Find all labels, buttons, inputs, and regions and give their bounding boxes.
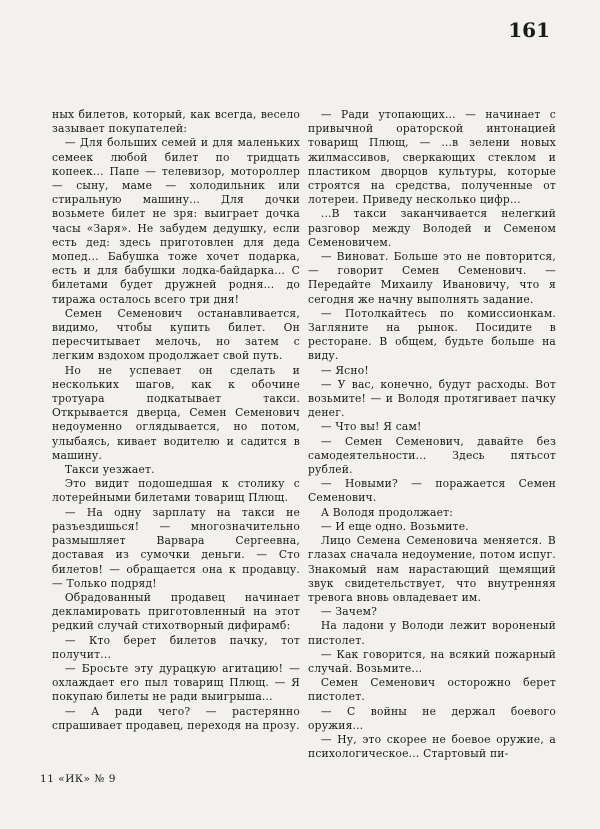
paragraph: — Бросьте эту дурацкую агитацию! — охлаждает его пыл товарищ Плющ. — Я покупаю билеты не ради выигрыша... <box>52 661 300 704</box>
paragraph: — Кто берет билетов пачку, тот получит... <box>52 633 300 661</box>
paragraph: — На одну зарплату на такси не разъездишься! — многозначительно размышляет Варвара Сергеевна, доставая из сумочки деньги. — Сто билетов! — обращается она к продавцу. — Только подряд! <box>52 505 300 590</box>
right-column <box>308 108 556 761</box>
paragraph: Семен Семенович останавливается, видимо, чтобы купить билет. Он пересчитывает мелочь, но затем с легким вздохом продолжает свой путь. <box>52 306 300 363</box>
paragraph: — Как говорится, на всякий пожарный случай. Возьмите... <box>308 647 556 675</box>
left-column <box>52 108 300 733</box>
paragraph: На ладони у Володи лежит вороненый пистолет. <box>308 619 556 647</box>
paragraph: ных билетов, который, как всегда, весело зазывает покупателей: <box>52 108 300 136</box>
paragraph: Это видит подошедшая к столику с лотерейными билетами товарищ Плющ. <box>52 477 300 505</box>
paragraph: Но не успевает он сделать и нескольких шагов, как к обочине тротуара подкатывает такси. Открывается дверца, Семен Семенович недоуменно оглядывается, но потом, улыбаясь, кивает водителю и садится в машину. <box>52 363 300 462</box>
paragraph: ...В такси заканчивается нелегкий разговор между Володей и Семеном Семеновичем. <box>308 207 556 249</box>
paragraph: — С войны не держал боевого оружия... <box>308 704 556 732</box>
paragraph: Такси уезжает. <box>64 463 155 477</box>
paragraph: — Ради утопающих... — начинает с привычной ораторской интонацией товарищ Плющ, — ...в зелени новых жилмассивов, сверкающих стеклом и пластиком дворцов культуры, которые строятся на средства, полученные от лотереи. Приведу несколько цифр... <box>308 108 556 207</box>
paragraph: — Новыми? — поражается Семен Семенович. <box>308 477 556 505</box>
paragraph: — Потолкайтесь по комиссионкам. Загляните на рынок. Посидите в ресторане. В общем, будьте больше на виду. <box>308 306 556 363</box>
paragraph: — Зачем? <box>320 605 378 619</box>
paragraph: — Ясно! <box>320 363 369 377</box>
paragraph: — И еще одно. Возьмите. <box>320 519 469 533</box>
page-number: 161 <box>508 18 550 42</box>
paragraph: — Виноват. Больше это не повторится, — говорит Семен Семенович. — Передайте Михаилу Ивановичу, что я сегодня же начну выполнять задание. <box>308 250 556 306</box>
paragraph: — Для больших семей и для маленьких семеек любой билет по тридцать копеек... Папе — телевизор, мотороллер — сыну, маме — холодильник или стиральную машину... Для дочки возьмете билет не зря: выиграет дочка часы «Заря». Не забудем дедушку, если есть дед: здесь приготовлен для деда мопед... Бабушка тоже хочет подарка, есть и для бабушки лодка-байдарка... С билетами будет дружней родня... до тиража осталось всего три дня! <box>52 136 300 306</box>
paragraph: — Что вы! Я сам! <box>320 420 422 434</box>
paragraph: — А ради чего? — растерянно спрашивает продавец, переходя на прозу. <box>52 704 300 732</box>
paragraph: Лицо Семена Семеновича меняется. В глазах сначала недоумение, потом испуг. Знакомый нам нарастающий щемящий звук свидетельствует, что внутренняя тревога вновь овладевает им. <box>308 534 556 604</box>
paragraph: — Семен Семенович, давайте без самодеятельности... Здесь пятьсот рублей. <box>308 434 556 477</box>
paragraph: Обрадованный продавец начинает декламировать приготовленный на этот редкий случай стихотворный дифирамб: <box>52 590 300 633</box>
paragraph: — Ну, это скорее не боевое оружие, а психологическое... Стартовый пи- <box>308 732 556 761</box>
paragraph: — У вас, конечно, будут расходы. Вот возьмите! — и Володя протягивает пачку денег. <box>308 377 556 420</box>
page-footer-signature: 11 «ИК» № 9 <box>40 773 116 785</box>
paragraph: Семен Семенович осторожно берет пистолет. <box>308 676 556 704</box>
paragraph: А Володя продолжает: <box>320 505 454 519</box>
